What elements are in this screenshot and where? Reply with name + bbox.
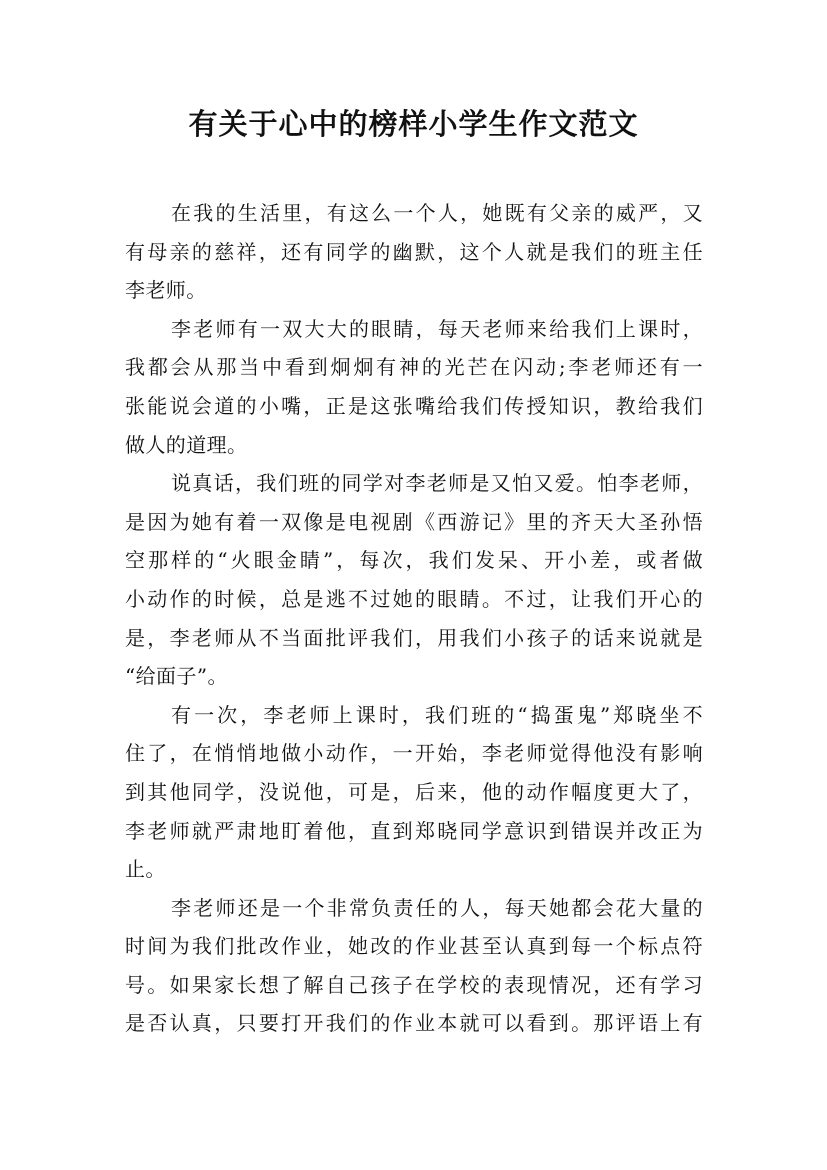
document-title: 有关于心中的榜样小学生作文范文 — [188, 107, 639, 141]
text-line: 时间为我们批改作业，她改的作业甚至认真到每一个标点符 — [125, 934, 703, 959]
text-line: 做人的道理。 — [125, 432, 248, 457]
paragraph — [125, 700, 703, 893]
text-line: 李老师有一双大大的眼睛，每天老师来给我们上课时， — [171, 316, 703, 341]
text-line: 有一次，李老师上课时，我们班的“捣蛋鬼”郑晓坐不 — [171, 702, 703, 727]
text-line: 空那样的“火眼金睛”，每次，我们发呆、开小差，或者做 — [125, 548, 703, 573]
paragraph — [125, 893, 703, 1047]
text-line: 说真话，我们班的同学对李老师是又怕又爱。怕李老师， — [171, 471, 703, 496]
document-body — [125, 198, 703, 1047]
text-line: 小动作的时候，总是逃不过她的眼睛。不过，让我们开心的 — [125, 586, 703, 611]
text-line: 止。 — [125, 857, 166, 882]
text-line: 李老师就严肃地盯着他，直到郑晓同学意识到错误并改正为 — [125, 818, 703, 843]
paragraph — [125, 468, 703, 700]
paragraph — [125, 198, 703, 314]
text-line: 到其他同学，没说他，可是，后来，他的动作幅度更大了， — [125, 779, 703, 804]
text-line: 有母亲的慈祥，还有同学的幽默，这个人就是我们的班主任 — [125, 239, 703, 264]
text-line: 号。如果家长想了解自己孩子在学校的表现情况，还有学习 — [125, 972, 703, 997]
text-line: 李老师。 — [125, 278, 207, 303]
text-line: 是因为她有着一双像是电视剧《西游记》里的齐天大圣孙悟 — [125, 509, 703, 534]
text-line: 我都会从那当中看到炯炯有神的光芒在闪动;李老师还有一 — [125, 355, 703, 380]
text-line: 在我的生活里，有这么一个人，她既有父亲的威严，又 — [171, 201, 703, 225]
text-line: “给面子”。 — [125, 664, 228, 689]
text-line: 是否认真，只要打开我们的作业本就可以看到。那评语上有 — [125, 1011, 703, 1036]
text-line: 住了，在悄悄地做小动作，一开始，李老师觉得他没有影响 — [125, 741, 703, 766]
text-line: 李老师还是一个非常负责任的人，每天她都会花大量的 — [171, 895, 703, 920]
text-line: 张能说会道的小嘴，正是这张嘴给我们传授知识，教给我们 — [125, 393, 703, 418]
paragraph — [125, 314, 703, 468]
text-line: 是，李老师从不当面批评我们，用我们小孩子的话来说就是 — [125, 625, 703, 650]
